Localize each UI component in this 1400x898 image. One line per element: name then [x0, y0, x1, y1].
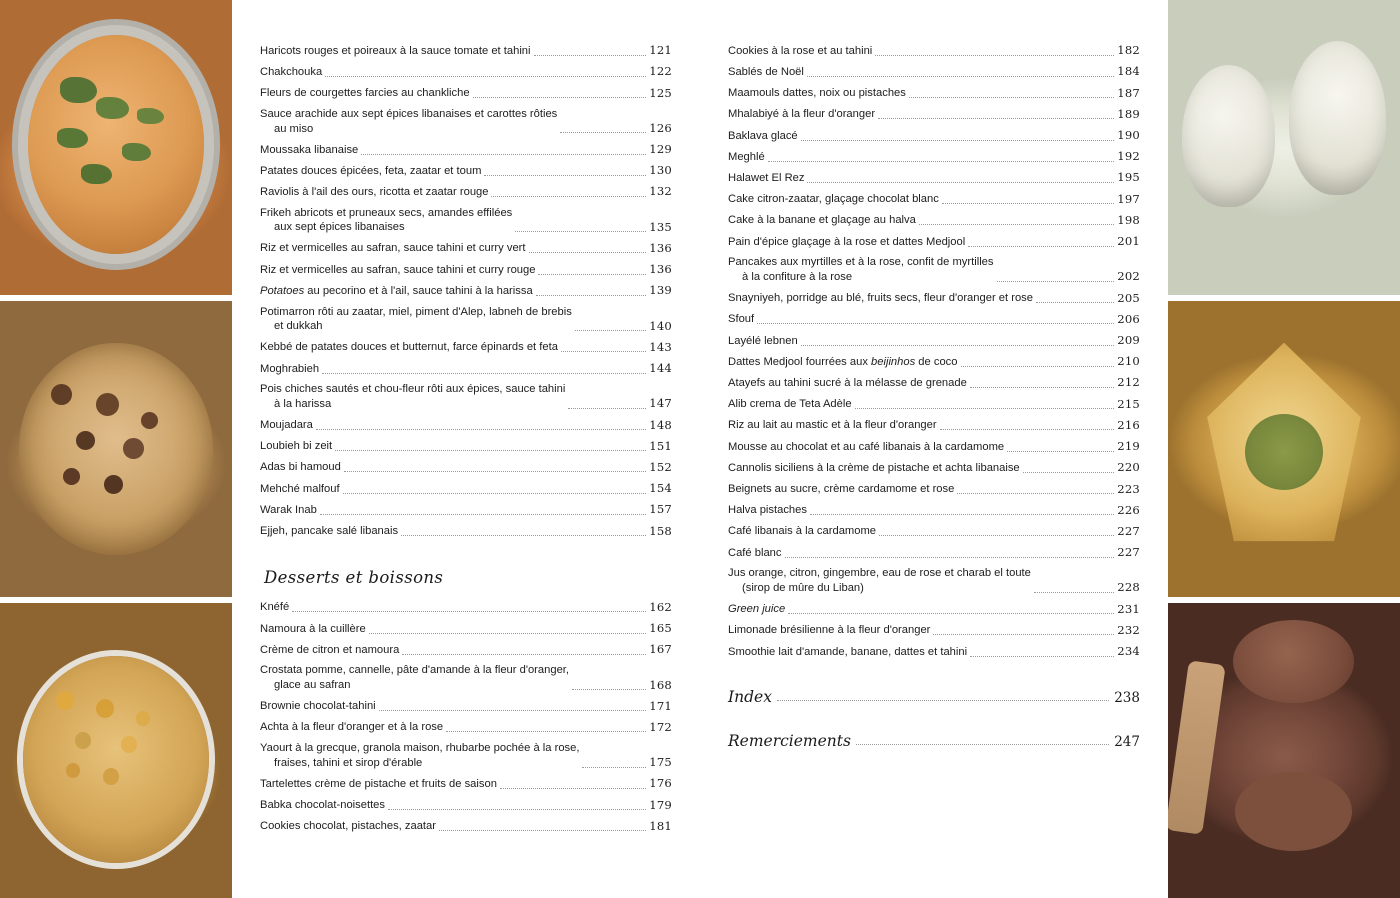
toc-entry-page: 135 [649, 219, 672, 234]
toc-entry-page: 151 [649, 438, 672, 453]
toc-entry-label: Adas bi hamoud [260, 461, 341, 474]
toc-entry-label: Riz au lait au mastic et à la fleur d'oranger [728, 419, 937, 432]
toc-entry-page: 227 [1117, 523, 1140, 538]
toc-entry[interactable] [260, 773, 672, 794]
toc-big-entry-label: Index [728, 688, 772, 707]
toc-entry-label: Mhalabiyé à la fleur d'oranger [728, 108, 876, 121]
toc-entry-label: Yaourt à la grecque, granola maison, rhubarbe pochée à la rose, fraises, tahini et sirop d'érable [260, 742, 580, 769]
toc-entry[interactable] [728, 436, 1140, 457]
toc-entry-label: Babka chocolat-noisettes [260, 799, 386, 812]
toc-entry[interactable] [260, 139, 672, 160]
toc-leader-dots [785, 556, 1115, 558]
toc-entry-label: Café libanais à la cardamome [728, 525, 876, 538]
toc-big-entry-label: Remerciements [728, 732, 851, 751]
toc-entry-page: 189 [1117, 106, 1140, 121]
toc-entry-page: 192 [1117, 149, 1140, 164]
toc-leader-dots [560, 131, 646, 133]
toc-entry-label: Pain d'épice glaçage à la rose et dattes Medjool [728, 235, 966, 248]
toc-entry-label: Brownie chocolat-tahini [260, 700, 376, 713]
toc-leader-dots [757, 322, 1114, 324]
toc-entry[interactable] [728, 599, 1140, 620]
toc-entry-label: Halva pistaches [728, 504, 807, 517]
toc-entry-page: 122 [649, 64, 672, 79]
toc-entry-label: Beignets au sucre, crème cardamome et rose [728, 483, 955, 496]
toc-leader-dots [292, 610, 646, 612]
toc-entry-label: Limonade brésilienne à la fleur d'oranger [728, 624, 931, 637]
toc-entry-label: Jus orange, citron, gingembre, eau de rose et charab el toute (sirop de mûre du Liban) [728, 567, 1031, 595]
toc-leader-dots [777, 699, 1109, 701]
toc-entry-label: Moussaka libanaise [260, 143, 359, 156]
toc-entry-label: Raviolis à l'ail des ours, ricotta et zaatar rouge [260, 185, 489, 198]
section-title-desserts: Desserts et boissons [264, 567, 444, 587]
toc-leader-dots [970, 386, 1114, 388]
toc-entry-label: Cake à la banane et glaçage au halva [728, 214, 916, 227]
toc-leader-dots [1036, 301, 1114, 303]
toc-entry[interactable] [260, 82, 672, 103]
toc-entry-page: 220 [1117, 460, 1140, 475]
toc-entry-label: Layélé lebnen [728, 334, 798, 347]
toc-entry-label: Moghrabieh [260, 362, 320, 375]
toc-entry[interactable] [260, 379, 672, 414]
toc-entry-label: Pois chiches sautés et chou-fleur rôti aux épices, sauce tahini à la harissa [260, 383, 566, 411]
toc-entry[interactable] [728, 457, 1140, 478]
toc-entry[interactable] [728, 309, 1140, 330]
toc-entry-label: Cannolis siciliens à la crème de pistache et achta libanaise [728, 461, 1020, 474]
toc-entry-label: Knéfé [260, 601, 290, 614]
toc-entry[interactable] [260, 40, 672, 61]
toc-entry-label: Sauce arachide aux sept épices libanaises et carottes rôties au miso [260, 107, 558, 135]
toc-entry-page: 187 [1117, 85, 1140, 100]
toc-entry-page: 234 [1117, 644, 1140, 659]
toc-entry-label: Haricots rouges et poireaux à la sauce tomate et tahini [260, 44, 531, 57]
toc-entry[interactable] [728, 40, 1140, 61]
photo-stew [0, 0, 232, 295]
toc-entry-label: Pancakes aux myrtilles et à la rose, confit de myrtilles à la confiture à la rose [728, 256, 994, 284]
toc-leader-dots [343, 492, 647, 494]
toc-entry[interactable] [260, 696, 672, 717]
toc-entry-label: Smoothie lait d'amande, banane, dattes et tahini [728, 645, 968, 658]
toc-entry[interactable] [728, 351, 1140, 372]
toc-leader-dots [439, 829, 646, 831]
toc-entry-label: Chakchouka [260, 65, 323, 78]
toc-entry-page: 212 [1117, 375, 1140, 390]
toc-entry-page: 152 [649, 459, 672, 474]
toc-leader-dots [1023, 471, 1115, 473]
toc-entry[interactable] [728, 372, 1140, 393]
toc-entry-label: Baklava glacé [728, 129, 798, 142]
toc-entry-page: 143 [649, 339, 672, 354]
toc-entry[interactable] [260, 203, 672, 238]
toc-entry-page: 168 [649, 677, 672, 692]
toc-leader-dots [879, 534, 1114, 536]
toc-entry-page: 179 [649, 797, 672, 812]
toc-entry-page: 167 [649, 642, 672, 657]
toc-entry[interactable] [260, 478, 672, 499]
toc-entry[interactable] [728, 394, 1140, 415]
toc-entry-page: 171 [649, 698, 672, 713]
toc-entry[interactable] [728, 542, 1140, 563]
toc-entry[interactable] [260, 104, 672, 139]
toc-entry-page: 125 [649, 85, 672, 100]
toc-leader-dots [855, 407, 1115, 409]
toc-leader-dots [561, 350, 646, 352]
toc-entry-page: 198 [1117, 212, 1140, 227]
toc-entry[interactable] [260, 738, 672, 773]
toc-entry[interactable] [260, 660, 672, 695]
toc-entry[interactable] [728, 641, 1140, 662]
toc-leader-dots [582, 766, 646, 768]
toc-entry[interactable] [728, 61, 1140, 82]
toc-entry-page: 209 [1117, 332, 1140, 347]
toc-entry-label: Cookies chocolat, pistaches, zaatar [260, 820, 436, 833]
toc-entry[interactable] [728, 500, 1140, 521]
toc-entry-label: Crème de citron et namoura [260, 643, 400, 656]
toc-entry-page: 195 [1117, 170, 1140, 185]
toc-entry-page: 216 [1117, 417, 1140, 432]
toc-entry-page: 154 [649, 481, 672, 496]
toc-entry-page: 132 [649, 184, 672, 199]
toc-leader-dots [379, 709, 647, 711]
toc-entry[interactable] [728, 167, 1140, 188]
photo-chocolate-mousse [1168, 603, 1400, 898]
toc-entry[interactable] [260, 280, 672, 301]
toc-entry-label: Namoura à la cuillère [260, 622, 366, 635]
toc-entry-label: Sfouf [728, 313, 755, 326]
toc-leader-dots [575, 329, 646, 331]
toc-entry-page: 130 [649, 163, 672, 178]
toc-leader-dots [856, 743, 1109, 745]
toc-entry[interactable] [728, 563, 1140, 598]
toc-entry[interactable] [260, 238, 672, 259]
toc-leader-dots [491, 195, 646, 197]
toc-entry[interactable] [260, 259, 672, 280]
toc-entry-page: 136 [649, 262, 672, 277]
toc-leader-dots [968, 245, 1114, 247]
photo-dessert-coupes [1168, 0, 1400, 295]
toc-leader-dots [344, 470, 646, 472]
toc-entry-page: 181 [649, 818, 672, 833]
toc-entry-label: Crostata pomme, cannelle, pâte d'amande à la fleur d'oranger, glace au safran [260, 664, 570, 692]
toc-leader-dots [446, 730, 646, 732]
toc-leader-dots [361, 153, 646, 155]
toc-entry[interactable] [260, 457, 672, 478]
toc-entry[interactable] [728, 330, 1140, 351]
toc-column-right [728, 40, 1140, 898]
toc-entry[interactable] [260, 639, 672, 660]
toc-entry[interactable] [260, 795, 672, 816]
toc-entry-label: Café blanc [728, 546, 782, 559]
toc-entry-page: 162 [649, 599, 672, 614]
toc-entry-label: Dattes Medjool fourrées aux beijinhos de coco [728, 355, 958, 368]
toc-entry-label: Achta à la fleur d'oranger et à la rose [260, 721, 444, 734]
left-photo-column [0, 0, 232, 898]
toc-entry[interactable] [260, 816, 672, 837]
toc-entry-page: 228 [1117, 580, 1140, 595]
toc-entry-label: Maamouls dattes, noix ou pistaches [728, 87, 906, 100]
toc-entry[interactable] [728, 146, 1140, 167]
toc-entry-label: Frikeh abricots et pruneaux secs, amandes effilées aux sept épices libanaises [260, 206, 513, 234]
toc-entry-label: Patates douces épicées, feta, zaatar et toum [260, 164, 482, 177]
toc-entry[interactable] [728, 478, 1140, 499]
toc-entry-page: 201 [1117, 234, 1140, 249]
toc-entry-page: 210 [1117, 354, 1140, 369]
toc-entry[interactable] [260, 499, 672, 520]
toc-entry-page: 226 [1117, 502, 1140, 517]
toc-entry[interactable] [728, 104, 1140, 125]
toc-entry-page: 197 [1117, 191, 1140, 206]
toc-entry-label: Riz et vermicelles au safran, sauce tahini et curry vert [260, 242, 526, 255]
toc-entry[interactable] [728, 189, 1140, 210]
toc-entry-label: Fleurs de courgettes farcies au chankliche [260, 87, 470, 100]
toc-entry[interactable] [728, 252, 1140, 287]
toc-entry-page: 144 [649, 361, 672, 376]
toc-entry-label: Warak Inab [260, 503, 317, 516]
toc-entry[interactable] [260, 301, 672, 336]
toc-leader-dots [957, 492, 1114, 494]
toc-entry-page: 136 [649, 240, 672, 255]
toc-leader-dots [402, 653, 646, 655]
toc-entry[interactable] [260, 436, 672, 457]
toc-entry[interactable] [728, 287, 1140, 308]
toc-leader-dots [942, 202, 1114, 204]
toc-entry-page: 165 [649, 621, 672, 636]
toc-leader-dots [801, 344, 1115, 346]
toc-entry-label: Ejjeh, pancake salé libanais [260, 525, 399, 538]
toc-entry-page: 148 [649, 417, 672, 432]
toc-entry[interactable] [728, 415, 1140, 436]
photo-grain-salad [0, 301, 232, 596]
toc-leader-dots [801, 139, 1115, 141]
toc-big-entry-page: 247 [1114, 734, 1140, 751]
toc-leader-dots [515, 230, 646, 232]
toc-entry-page: 158 [649, 523, 672, 538]
toc-entry[interactable] [260, 160, 672, 181]
toc-entry[interactable] [260, 61, 672, 82]
toc-entry-page: 190 [1117, 127, 1140, 142]
toc-entry-page: 202 [1117, 269, 1140, 284]
toc-entry-label: Snayniyeh, porridge au blé, fruits secs, fleur d'oranger et rose [728, 292, 1033, 305]
toc-leader-dots [1034, 591, 1114, 593]
toc-leader-dots [536, 294, 647, 296]
toc-leader-dots [484, 174, 646, 176]
toc-leader-dots [500, 787, 646, 789]
toc-leader-dots [572, 688, 646, 690]
toc-list-back-matter [728, 688, 1140, 750]
toc-entry-label: Cake citron-zaatar, glaçage chocolat blanc [728, 193, 939, 206]
toc-leader-dots [401, 534, 646, 536]
toc-leader-dots [538, 273, 646, 275]
toc-leader-dots [768, 160, 1115, 162]
toc-entry[interactable] [728, 620, 1140, 641]
toc-entry-label: Green juice [728, 603, 786, 616]
toc-entry-page: 147 [649, 396, 672, 411]
toc-leader-dots [534, 54, 647, 56]
toc-leader-dots [909, 96, 1114, 98]
toc-entry-label: Meghlé [728, 150, 765, 163]
toc-entry-label: Atayefs au tahini sucré à la mélasse de grenade [728, 376, 967, 389]
toc-leader-dots [875, 54, 1114, 56]
toc-entry-page: 223 [1117, 481, 1140, 496]
toc-entry-page: 206 [1117, 311, 1140, 326]
toc-entry-page: 215 [1117, 396, 1140, 411]
toc-big-entry-page: 238 [1114, 690, 1140, 707]
toc-leader-dots [878, 117, 1114, 119]
toc-entry[interactable] [728, 82, 1140, 103]
toc-entry[interactable] [260, 597, 672, 618]
toc-leader-dots [788, 612, 1114, 614]
toc-leader-dots [473, 96, 647, 98]
toc-entry-label: Cookies à la rose et au tahini [728, 44, 873, 57]
toc-list-desserts [260, 597, 672, 837]
toc-leader-dots [919, 223, 1114, 225]
toc-leader-dots [1007, 450, 1114, 452]
toc-entry[interactable] [260, 358, 672, 379]
photo-baklava [1168, 301, 1400, 596]
toc-leader-dots [388, 808, 646, 810]
toc-entry[interactable] [728, 210, 1140, 231]
toc-entry-page: 172 [649, 719, 672, 734]
toc-entry-label: Tartelettes crème de pistache et fruits de saison [260, 777, 497, 790]
toc-entry[interactable] [728, 521, 1140, 542]
toc-leader-dots [933, 633, 1114, 635]
toc-entry-label: Mehché malfouf [260, 482, 340, 495]
toc-entry-label: Potimarron rôti au zaatar, miel, piment d'Alep, labneh de brebis et dukkah [260, 305, 572, 333]
toc-big-entry[interactable] [728, 732, 1140, 750]
toc-leader-dots [316, 428, 646, 430]
toc-entry[interactable] [260, 414, 672, 435]
toc-entry-page: 126 [649, 120, 672, 135]
toc-entry-page: 205 [1117, 290, 1140, 305]
toc-leader-dots [807, 181, 1114, 183]
toc-entry[interactable] [728, 231, 1140, 252]
toc-big-entry[interactable] [728, 688, 1140, 706]
toc-entry-page: 157 [649, 502, 672, 517]
table-of-contents [232, 0, 1168, 898]
toc-entry[interactable] [728, 125, 1140, 146]
toc-leader-dots [369, 632, 647, 634]
toc-list-plats [260, 40, 672, 542]
toc-entry[interactable] [260, 618, 672, 639]
toc-entry-label: Riz et vermicelles au safran, sauce tahini et curry rouge [260, 263, 536, 276]
toc-leader-dots [997, 280, 1115, 282]
toc-entry[interactable] [260, 337, 672, 358]
toc-leader-dots [325, 75, 646, 77]
toc-leader-dots [568, 407, 646, 409]
toc-entry-page: 129 [649, 142, 672, 156]
toc-entry-label: Moujadara [260, 419, 313, 432]
toc-entry-page: 227 [1117, 545, 1140, 560]
toc-entry-page: 232 [1117, 622, 1140, 637]
toc-entry-page: 140 [649, 318, 672, 333]
toc-leader-dots [322, 372, 646, 374]
toc-entry-page: 184 [1117, 64, 1140, 79]
toc-leader-dots [529, 251, 647, 253]
toc-entry[interactable] [260, 717, 672, 738]
toc-entry-label: Mousse au chocolat et au café libanais à la cardamome [728, 440, 1005, 453]
right-photo-column [1168, 0, 1400, 898]
toc-entry-page: 219 [1117, 439, 1140, 454]
toc-leader-dots [970, 655, 1114, 657]
toc-entry-label: Potatoes au pecorino et à l'ail, sauce tahini à la harissa [260, 284, 533, 297]
photo-roasted-chickpeas [0, 603, 232, 898]
toc-entry-label: Alib crema de Teta Adèle [728, 398, 852, 411]
toc-leader-dots [335, 449, 646, 451]
toc-entry-label: Halawet El Rez [728, 171, 805, 184]
toc-entry-label: Kebbé de patates douces et butternut, farce épinards et feta [260, 341, 558, 354]
toc-entry[interactable] [260, 181, 672, 202]
toc-entry[interactable] [260, 521, 672, 542]
toc-leader-dots [810, 513, 1114, 515]
toc-entry-page: 176 [649, 776, 672, 791]
toc-list-desserts-suite [728, 40, 1140, 662]
toc-entry-page: 231 [1117, 601, 1140, 616]
toc-entry-page: 182 [1117, 43, 1140, 58]
toc-leader-dots [807, 75, 1114, 77]
toc-entry-label: Loubieh bi zeit [260, 440, 333, 453]
toc-leader-dots [961, 365, 1115, 367]
toc-entry-page: 139 [649, 283, 672, 298]
toc-entry-page: 175 [649, 755, 672, 770]
toc-leader-dots [940, 428, 1115, 430]
toc-entry-page: 121 [649, 43, 672, 58]
toc-entry-label: Sablés de Noël [728, 65, 804, 78]
toc-leader-dots [320, 513, 646, 515]
toc-column-left [260, 40, 672, 898]
